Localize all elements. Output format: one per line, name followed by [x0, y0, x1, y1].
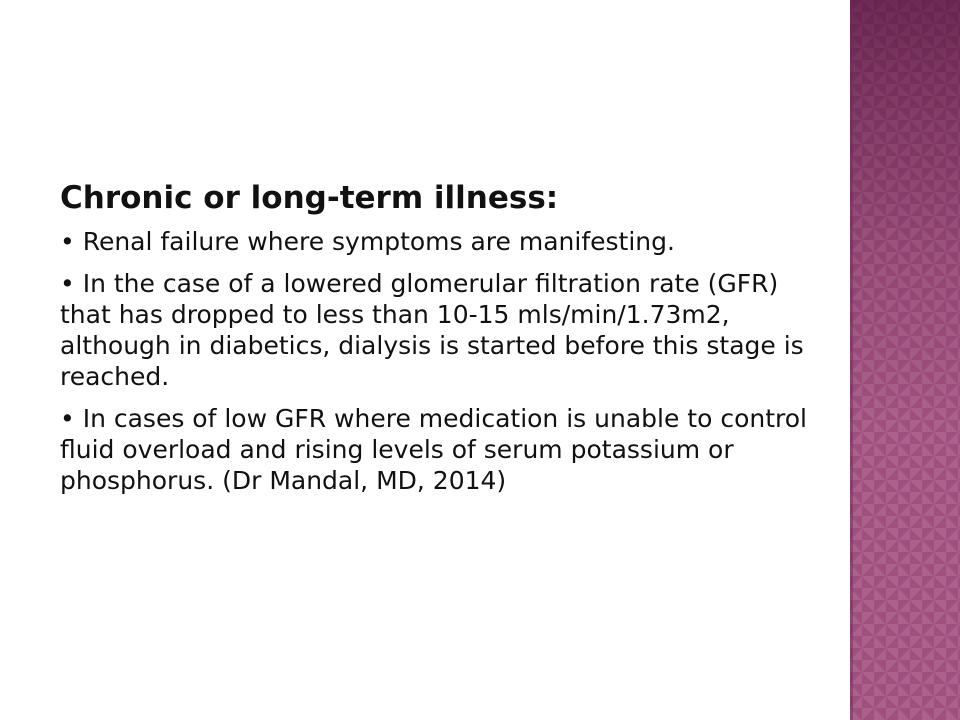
bullet-low-gfr-medication: • In cases of low GFR where medication is unable to control fluid overload and rising levels of serum potassium or phosphorus. (Dr Mandal, MD, 2014)	[60, 404, 807, 495]
side-panel-edge	[850, 0, 853, 720]
bullet-gfr-threshold: • In the case of a lowered glomerular filtration rate (GFR) that has dropped to less than 10-15 mls/min/1.73m2, although in diabetics, dialysis is started before this stage is reached.	[60, 269, 804, 391]
slide-body	[60, 176, 810, 507]
bullet-renal-failure: • Renal failure where symptoms are manifesting.	[60, 227, 675, 256]
slide-heading: Chronic or long-term illness:	[60, 180, 559, 216]
decorative-side-panel	[850, 0, 960, 720]
